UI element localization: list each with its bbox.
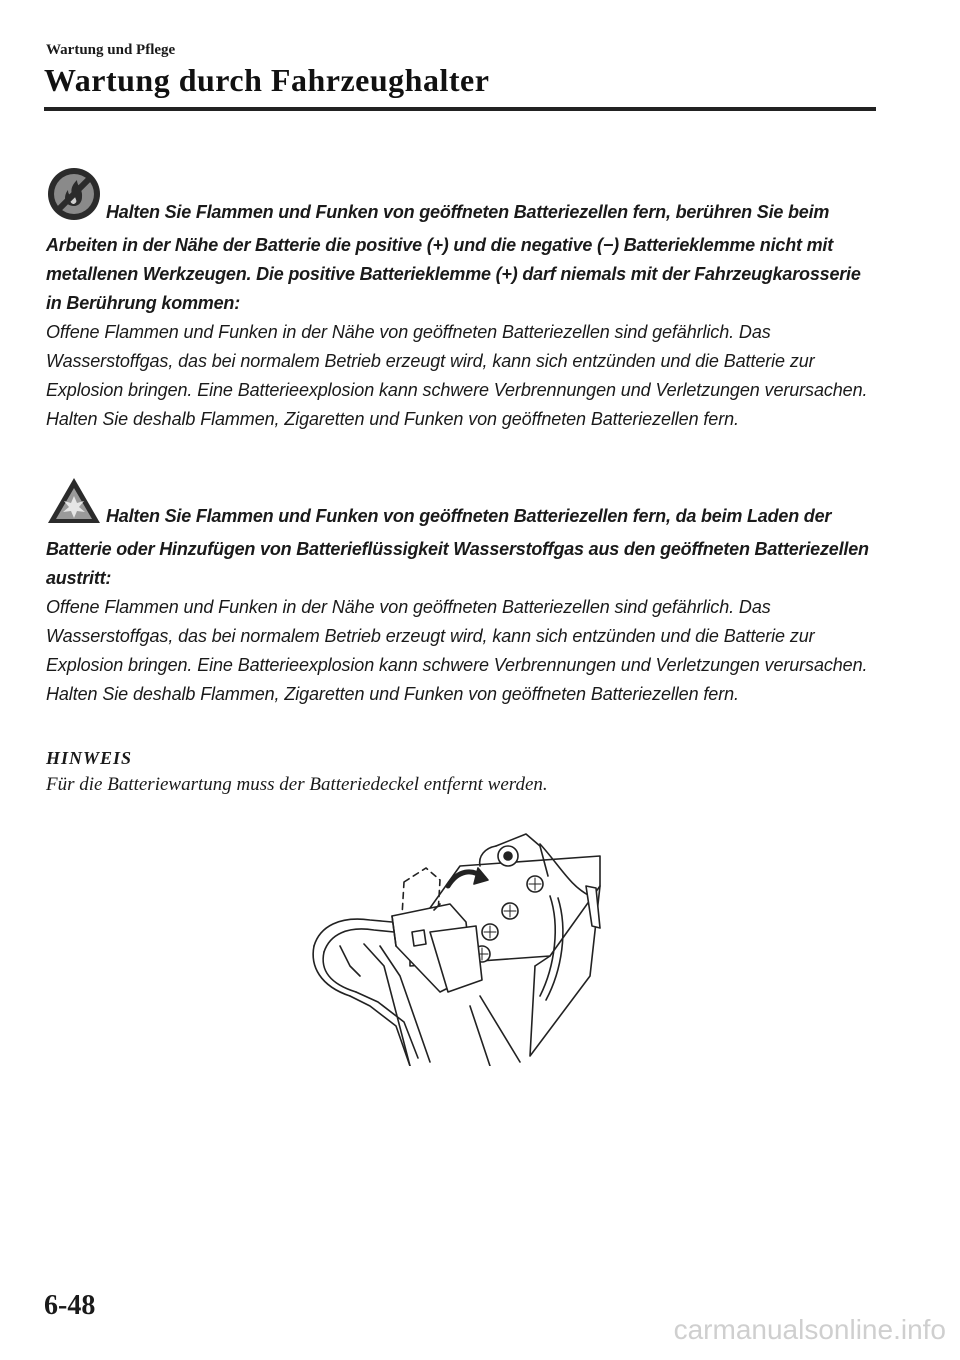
warning-explosion [46,476,876,709]
note-text: Für die Batteriewartung muss der Batteriedeckel entfernt werden. [46,774,548,795]
page-number: 6-48 [44,1290,96,1321]
title-rule [44,107,876,111]
warning-body: Offene Flammen und Funken in der Nähe von geöffneten Batteriezellen sind gefährlich. Das Wasserstoffgas, das bei normalem Betrieb erzeugt wird, kann sich entzünden und die Batterie zur Explosion bringen. Eine Batterieexplosion kann schwere Verbrennungen und Verletzungen verursachen. Halten Sie deshalb Flammen, Zigaretten und Funken von geöffneten Batteriezellen fern. [46,597,868,704]
warning-body: Offene Flammen und Funken in der Nähe von geöffneten Batteriezellen sind gefährlich. Das Wasserstoffgas, das bei normalem Betrieb erzeugt wird, kann sich entzünden und die Batterie zur Explosion bringen. Eine Batterieexplosion kann schwere Verbrennungen und Verletzungen verursachen. Halten Sie deshalb Flammen, Zigaretten und Funken von geöffneten Batteriezellen fern. [46,322,868,429]
no-fire-icon [46,166,102,231]
watermark: carmanualsonline.info [673,1314,946,1345]
explosion-warning-icon [46,476,102,535]
section-label: Wartung und Pflege [46,42,176,58]
warning-no-fire [46,166,876,434]
warning-lead: Halten Sie Flammen und Funken von geöffneten Batteriezellen fern, da beim Laden der Batterie oder Hinzufügen von Batterieflüssigkeit Wasserstoffgas aus den geöffneten Batteriezellen austritt: [46,506,869,588]
battery-cover-illustration [300,826,640,1071]
page-title: Wartung durch Fahrzeughalter [44,62,490,98]
note-title: HINWEIS [46,748,133,768]
warning-lead: Halten Sie Flammen und Funken von geöffneten Batteriezellen fern, berühren Sie beim Arbeiten in der Nähe der Batterie die positive (+) und die negative (−) Batterieklemme nicht mit metallenen Werkzeugen. Die positive Batterieklemme (+) darf niemals mit der Fahrzeugkarosserie in Berührung kommen: [46,202,861,313]
